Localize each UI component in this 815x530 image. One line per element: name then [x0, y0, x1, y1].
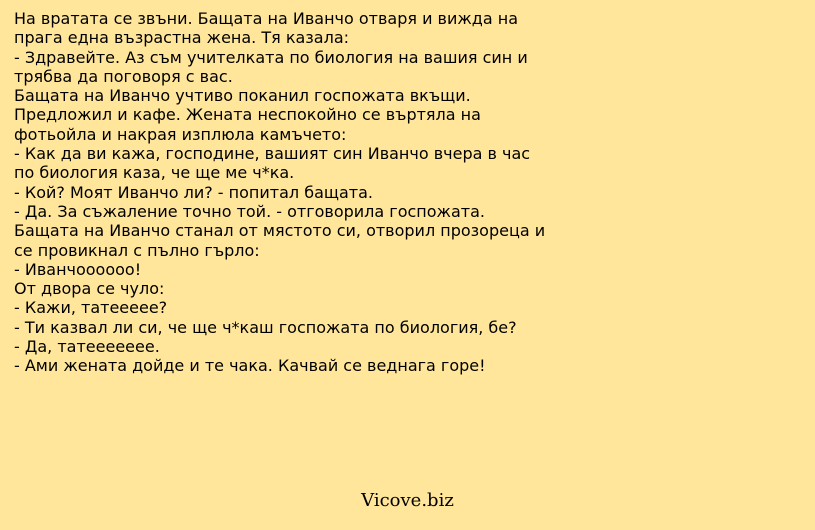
- joke-line: Предложил и кафе. Жената неспокойно се въртяла на: [14, 105, 481, 125]
- joke-text: [14, 9, 804, 376]
- joke-line: се провикнал с пълно гърло:: [14, 240, 260, 260]
- joke-line: - Да. За съжаление точно той. - отговорила госпожата.: [14, 201, 485, 221]
- joke-line: - Ти казвал ли си, че ще ч*каш госпожата по биология, бе?: [14, 317, 517, 337]
- joke-line: - Как да ви кажа, господине, вашият син Иванчо вчера в час: [14, 144, 531, 164]
- joke-line: - Кой? Моят Иванчо ли? - попитал бащата.: [14, 182, 373, 202]
- joke-line: - Ами жената дойде и те чака. Качвай се веднага горе!: [14, 356, 486, 376]
- joke-line: - Иванчоооооо!: [14, 259, 142, 279]
- joke-line: Бащата на Иванчо учтиво поканил госпожата вкъщи.: [14, 86, 471, 106]
- joke-line: - Кажи, татеееее?: [14, 298, 168, 318]
- joke-line: - Да, татеееееее.: [14, 337, 160, 357]
- joke-line: От двора се чуло:: [14, 279, 165, 299]
- joke-line: - Здравейте. Аз съм учителката по биология на вашия син и: [14, 47, 528, 67]
- joke-line: На вратата се звъни. Бащата на Иванчо отваря и вижда на: [14, 9, 519, 28]
- joke-line: по биология каза, че ще ме ч*ка.: [14, 163, 295, 183]
- joke-line: фотьойла и накрая изплюла камъчето:: [14, 124, 347, 144]
- joke-line: прага една възрастна жена. Тя казала:: [14, 28, 350, 48]
- joke-line: Бащата на Иванчо станал от мястото си, отворил прозореца и: [14, 221, 546, 241]
- site-watermark: Vicove.biz: [361, 490, 454, 511]
- joke-line: трябва да поговоря с вас.: [14, 66, 233, 86]
